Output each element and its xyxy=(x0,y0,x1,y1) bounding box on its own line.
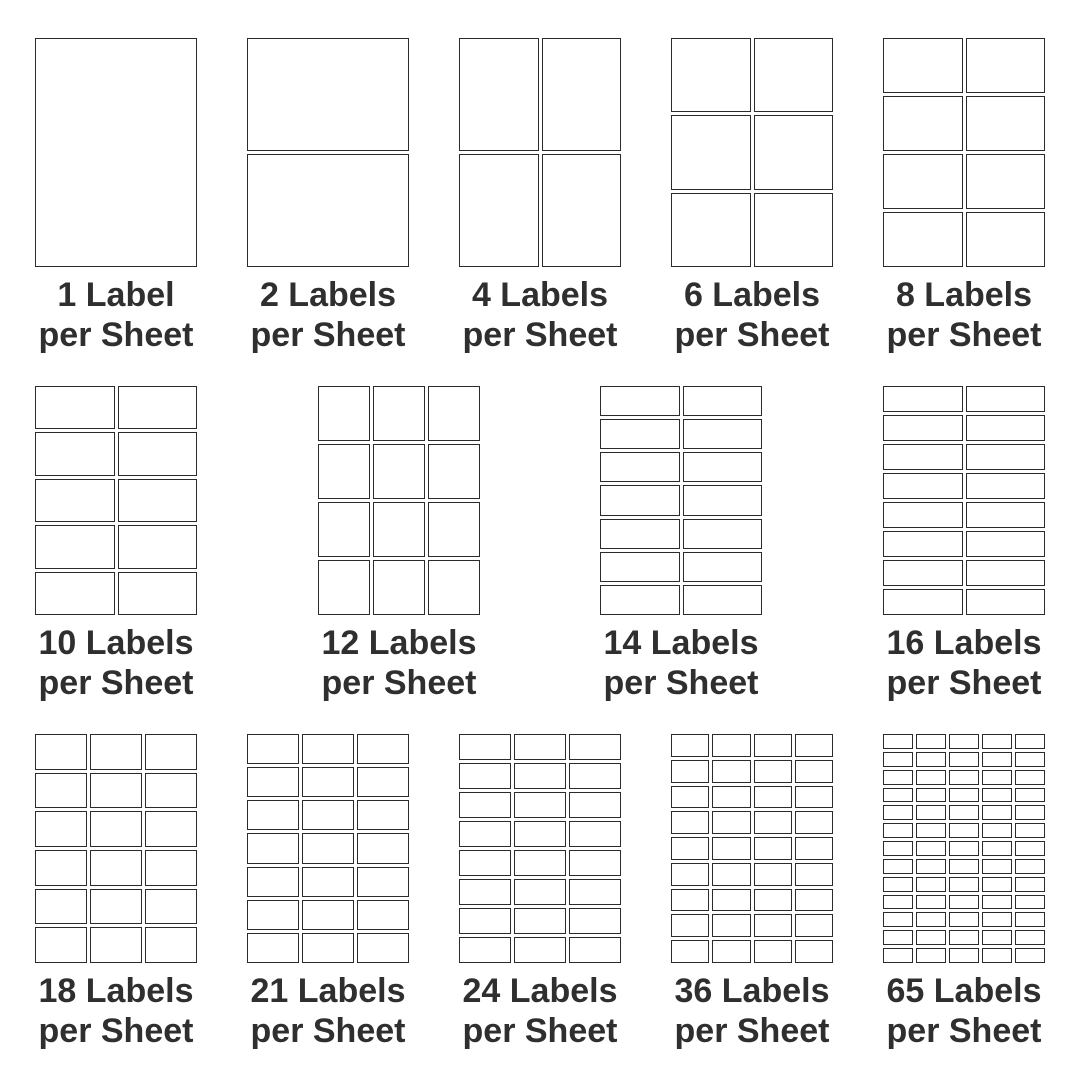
label-cell xyxy=(712,889,750,912)
label-cell xyxy=(35,386,115,429)
label-cell xyxy=(916,823,946,838)
label-cell xyxy=(145,927,197,963)
label-cell xyxy=(883,752,913,767)
caption-count: 6 Labels xyxy=(683,276,821,314)
label-sheet xyxy=(600,386,762,615)
label-cell xyxy=(459,154,539,267)
label-cell xyxy=(949,948,979,963)
label-cell xyxy=(357,833,409,863)
label-sheet xyxy=(671,38,833,267)
label-cell xyxy=(712,837,750,860)
label-cell xyxy=(916,770,946,785)
label-cell xyxy=(145,889,197,925)
label-cell xyxy=(712,786,750,809)
label-cell xyxy=(35,572,115,615)
label-cell xyxy=(883,502,963,528)
label-cell xyxy=(883,531,963,557)
caption-unit: per Sheet xyxy=(38,664,194,702)
caption-unit: per Sheet xyxy=(462,1012,618,1050)
label-cell xyxy=(247,38,409,151)
label-cell xyxy=(883,877,913,892)
label-cell xyxy=(600,419,680,449)
label-cell xyxy=(754,38,834,112)
caption-count: 2 Labels xyxy=(259,276,397,314)
label-cell xyxy=(542,38,622,151)
label-cell xyxy=(569,937,621,963)
label-cell xyxy=(600,386,680,416)
label-sheet xyxy=(318,386,480,615)
label-cell xyxy=(916,788,946,803)
label-cell xyxy=(966,589,1046,615)
label-cell xyxy=(754,811,792,834)
label-cell xyxy=(966,444,1046,470)
label-cell xyxy=(712,914,750,937)
label-cell xyxy=(118,479,198,522)
label-cell xyxy=(712,760,750,783)
caption-unit: per Sheet xyxy=(674,316,830,354)
label-cell xyxy=(428,560,480,615)
label-cell xyxy=(982,805,1012,820)
label-cell xyxy=(883,415,963,441)
layout-caption xyxy=(217,275,439,355)
label-cell xyxy=(247,933,299,963)
label-cell xyxy=(883,589,963,615)
label-cell xyxy=(318,502,370,557)
label-cell xyxy=(949,877,979,892)
label-cell xyxy=(754,914,792,937)
label-cell xyxy=(982,841,1012,856)
label-cell xyxy=(883,154,963,209)
label-sheet xyxy=(35,386,197,615)
label-cell xyxy=(90,889,142,925)
label-sheet xyxy=(883,734,1045,963)
label-cell xyxy=(35,927,87,963)
label-cell xyxy=(916,805,946,820)
label-cell xyxy=(318,560,370,615)
label-cell xyxy=(795,914,833,937)
layout-caption xyxy=(429,971,651,1051)
label-cell xyxy=(145,734,197,770)
label-cell xyxy=(118,525,198,568)
label-cell xyxy=(949,770,979,785)
caption-unit: per Sheet xyxy=(38,1012,194,1050)
layout-caption xyxy=(853,275,1075,355)
caption-count: 10 Labels xyxy=(38,624,194,662)
label-cell xyxy=(916,752,946,767)
label-cell xyxy=(459,38,539,151)
label-cell xyxy=(35,773,87,809)
label-cell xyxy=(514,879,566,905)
label-cell xyxy=(600,452,680,482)
label-cell xyxy=(428,386,480,441)
caption-count: 12 Labels xyxy=(321,624,477,662)
label-cell xyxy=(1015,948,1045,963)
label-cell xyxy=(671,734,709,757)
label-cell xyxy=(883,770,913,785)
label-cell xyxy=(247,833,299,863)
label-cell xyxy=(428,444,480,499)
layout-caption xyxy=(5,623,227,703)
label-cell xyxy=(671,863,709,886)
label-cell xyxy=(357,933,409,963)
caption-unit: per Sheet xyxy=(674,1012,830,1050)
label-cell xyxy=(514,734,566,760)
label-cell xyxy=(982,734,1012,749)
label-cell xyxy=(1015,734,1045,749)
layout-caption xyxy=(853,971,1075,1051)
label-cell xyxy=(949,859,979,874)
label-cell xyxy=(949,841,979,856)
label-cell xyxy=(145,811,197,847)
label-cell xyxy=(982,770,1012,785)
label-cell xyxy=(569,850,621,876)
label-cell xyxy=(883,212,963,267)
label-cell xyxy=(1015,877,1045,892)
label-cell xyxy=(712,940,750,963)
label-cell xyxy=(1015,770,1045,785)
caption-unit: per Sheet xyxy=(250,1012,406,1050)
label-cell xyxy=(966,473,1046,499)
layout-caption xyxy=(5,275,227,355)
label-cell xyxy=(683,485,763,515)
label-cell xyxy=(982,895,1012,910)
label-cell xyxy=(966,502,1046,528)
label-cell xyxy=(754,863,792,886)
label-cell xyxy=(883,473,963,499)
label-cell xyxy=(118,386,198,429)
label-cell xyxy=(982,823,1012,838)
label-cell xyxy=(754,837,792,860)
label-cell xyxy=(883,930,913,945)
label-cell xyxy=(302,833,354,863)
label-cell xyxy=(373,502,425,557)
label-cell xyxy=(302,800,354,830)
label-sheet xyxy=(35,734,197,963)
label-cell xyxy=(683,452,763,482)
caption-unit: per Sheet xyxy=(462,316,618,354)
label-cell xyxy=(35,734,87,770)
label-cell xyxy=(683,419,763,449)
label-cell xyxy=(966,386,1046,412)
label-cell xyxy=(1015,823,1045,838)
label-cell xyxy=(683,585,763,615)
label-cell xyxy=(357,867,409,897)
layout-caption xyxy=(570,623,792,703)
label-cell xyxy=(600,519,680,549)
caption-unit: per Sheet xyxy=(886,316,1042,354)
caption-count: 16 Labels xyxy=(886,624,1042,662)
label-cell xyxy=(302,767,354,797)
label-cell xyxy=(90,850,142,886)
label-cell xyxy=(671,193,751,267)
label-sheet xyxy=(459,734,621,963)
label-cell xyxy=(671,837,709,860)
label-cell xyxy=(883,386,963,412)
label-cell xyxy=(982,912,1012,927)
label-cell xyxy=(916,912,946,927)
label-sheet xyxy=(247,38,409,267)
label-cell xyxy=(35,811,87,847)
label-cell xyxy=(35,525,115,568)
label-cell xyxy=(916,734,946,749)
label-cell xyxy=(949,912,979,927)
layout-caption xyxy=(429,275,651,355)
label-cell xyxy=(883,912,913,927)
label-cell xyxy=(883,823,913,838)
label-cell xyxy=(1015,895,1045,910)
label-cell xyxy=(671,786,709,809)
label-sheet xyxy=(671,734,833,963)
label-cell xyxy=(982,877,1012,892)
label-cell xyxy=(542,154,622,267)
caption-count: 8 Labels xyxy=(895,276,1033,314)
label-cell xyxy=(795,811,833,834)
layout-caption xyxy=(217,971,439,1051)
label-cell xyxy=(247,767,299,797)
caption-count: 1 Label xyxy=(57,276,175,314)
label-cell xyxy=(966,154,1046,209)
label-cell xyxy=(683,552,763,582)
label-cell xyxy=(302,900,354,930)
label-cell xyxy=(883,859,913,874)
label-cell xyxy=(600,552,680,582)
label-cell xyxy=(90,927,142,963)
label-cell xyxy=(966,212,1046,267)
label-cell xyxy=(883,948,913,963)
label-cell xyxy=(459,908,511,934)
label-cell xyxy=(795,863,833,886)
label-cell xyxy=(1015,788,1045,803)
label-cell xyxy=(459,850,511,876)
label-cell xyxy=(357,734,409,764)
label-cell xyxy=(569,821,621,847)
label-cell xyxy=(90,811,142,847)
label-cell xyxy=(35,850,87,886)
label-cell xyxy=(1015,841,1045,856)
caption-unit: per Sheet xyxy=(603,664,759,702)
label-cell xyxy=(671,38,751,112)
label-cell xyxy=(373,386,425,441)
label-cell xyxy=(671,914,709,937)
label-cell xyxy=(459,937,511,963)
label-cell xyxy=(600,485,680,515)
label-cell xyxy=(1015,805,1045,820)
label-cell xyxy=(247,900,299,930)
label-cell xyxy=(916,895,946,910)
layout-caption xyxy=(641,971,863,1051)
label-cell xyxy=(683,386,763,416)
label-cell xyxy=(247,734,299,764)
label-cell xyxy=(671,940,709,963)
label-cell xyxy=(883,38,963,93)
label-cell xyxy=(35,432,115,475)
label-cell xyxy=(966,415,1046,441)
label-cell xyxy=(514,821,566,847)
label-sheet xyxy=(459,38,621,267)
label-cell xyxy=(883,788,913,803)
caption-count: 4 Labels xyxy=(471,276,609,314)
label-cell xyxy=(373,444,425,499)
label-cell xyxy=(949,788,979,803)
label-cell xyxy=(916,930,946,945)
label-cell xyxy=(754,940,792,963)
label-cell xyxy=(318,386,370,441)
label-sheet xyxy=(247,734,409,963)
label-cell xyxy=(247,867,299,897)
label-cell xyxy=(754,734,792,757)
label-cell xyxy=(569,734,621,760)
label-cell xyxy=(883,805,913,820)
layout-caption xyxy=(853,623,1075,703)
label-cell xyxy=(1015,912,1045,927)
label-cell xyxy=(302,734,354,764)
label-cell xyxy=(569,908,621,934)
label-cell xyxy=(459,734,511,760)
caption-unit: per Sheet xyxy=(250,316,406,354)
label-cell xyxy=(35,479,115,522)
label-cell xyxy=(671,811,709,834)
label-cell xyxy=(795,760,833,783)
label-cell xyxy=(949,930,979,945)
label-cell xyxy=(949,734,979,749)
label-cell xyxy=(949,895,979,910)
label-cell xyxy=(1015,752,1045,767)
label-cell xyxy=(712,734,750,757)
label-cell xyxy=(883,841,913,856)
layout-caption xyxy=(5,971,227,1051)
label-cell xyxy=(754,115,834,189)
caption-unit: per Sheet xyxy=(38,316,194,354)
label-cell xyxy=(883,560,963,586)
label-cell xyxy=(302,933,354,963)
label-cell xyxy=(966,560,1046,586)
label-cell xyxy=(883,444,963,470)
label-cell xyxy=(916,948,946,963)
label-cell xyxy=(795,889,833,912)
label-cell xyxy=(145,773,197,809)
label-cell xyxy=(514,908,566,934)
label-cell xyxy=(569,879,621,905)
caption-unit: per Sheet xyxy=(886,1012,1042,1050)
label-cell xyxy=(118,432,198,475)
label-cell xyxy=(514,792,566,818)
label-cell xyxy=(671,115,751,189)
label-cell xyxy=(795,734,833,757)
label-cell xyxy=(118,572,198,615)
label-sheet xyxy=(883,386,1045,615)
label-cell xyxy=(357,767,409,797)
label-cell xyxy=(428,502,480,557)
label-cell xyxy=(671,889,709,912)
layout-caption xyxy=(288,623,510,703)
label-cell xyxy=(318,444,370,499)
caption-count: 14 Labels xyxy=(603,624,759,662)
label-cell xyxy=(916,877,946,892)
label-cell xyxy=(459,792,511,818)
label-cell xyxy=(795,837,833,860)
label-cell xyxy=(671,760,709,783)
label-cell xyxy=(35,38,197,267)
label-cell xyxy=(949,823,979,838)
label-cell xyxy=(35,889,87,925)
label-cell xyxy=(883,895,913,910)
label-cell xyxy=(514,850,566,876)
label-cell xyxy=(712,811,750,834)
label-cell xyxy=(795,786,833,809)
label-cell xyxy=(90,734,142,770)
label-sheet xyxy=(35,38,197,267)
label-cell xyxy=(754,889,792,912)
label-cell xyxy=(916,841,946,856)
label-cell xyxy=(514,763,566,789)
label-cell xyxy=(712,863,750,886)
label-cell xyxy=(949,752,979,767)
label-cell xyxy=(795,940,833,963)
label-cell xyxy=(569,792,621,818)
label-cell xyxy=(982,788,1012,803)
label-cell xyxy=(373,560,425,615)
caption-unit: per Sheet xyxy=(321,664,477,702)
label-cell xyxy=(966,531,1046,557)
label-cell xyxy=(754,193,834,267)
label-cell xyxy=(459,879,511,905)
label-cell xyxy=(982,948,1012,963)
caption-count: 18 Labels xyxy=(38,972,194,1010)
caption-unit: per Sheet xyxy=(886,664,1042,702)
label-cell xyxy=(754,760,792,783)
label-cell xyxy=(966,38,1046,93)
label-cell xyxy=(600,585,680,615)
label-cell xyxy=(514,937,566,963)
label-cell xyxy=(247,154,409,267)
label-cell xyxy=(247,800,299,830)
label-cell xyxy=(569,763,621,789)
label-cell xyxy=(982,859,1012,874)
label-sheet xyxy=(883,38,1045,267)
label-cell xyxy=(982,930,1012,945)
label-cell xyxy=(145,850,197,886)
label-cell xyxy=(1015,930,1045,945)
label-cell xyxy=(982,752,1012,767)
caption-count: 21 Labels xyxy=(250,972,406,1010)
label-cell xyxy=(357,800,409,830)
label-cell xyxy=(459,821,511,847)
label-cell xyxy=(459,763,511,789)
label-cell xyxy=(916,859,946,874)
label-cell xyxy=(302,867,354,897)
label-cell xyxy=(683,519,763,549)
label-cell xyxy=(357,900,409,930)
label-cell xyxy=(1015,859,1045,874)
label-cell xyxy=(883,96,963,151)
caption-count: 24 Labels xyxy=(462,972,618,1010)
label-cell xyxy=(966,96,1046,151)
layout-caption xyxy=(641,275,863,355)
label-cell xyxy=(883,734,913,749)
caption-count: 36 Labels xyxy=(674,972,830,1010)
label-cell xyxy=(90,773,142,809)
caption-count: 65 Labels xyxy=(886,972,1042,1010)
label-cell xyxy=(754,786,792,809)
label-cell xyxy=(949,805,979,820)
